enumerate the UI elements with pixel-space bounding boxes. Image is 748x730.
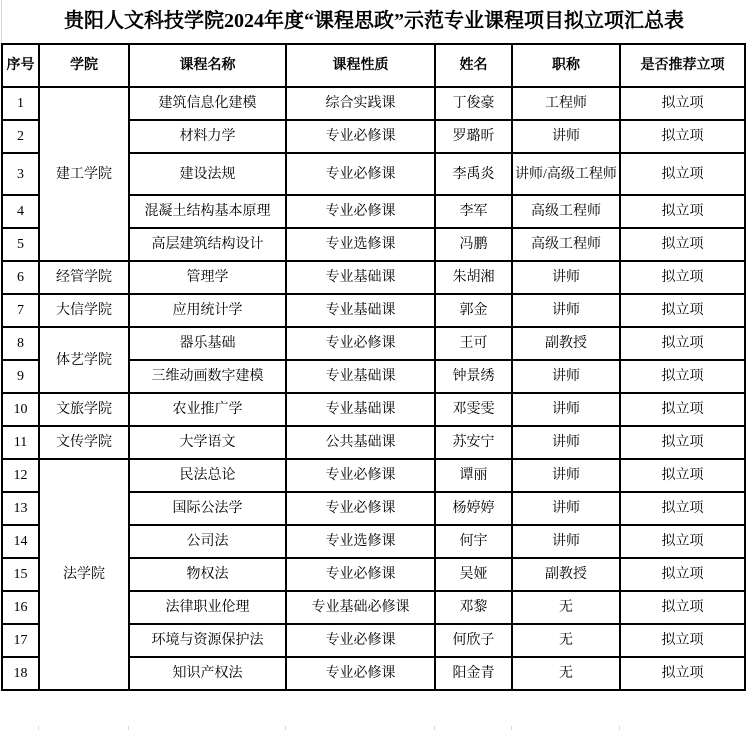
cell-recommend: 拟立项 — [620, 492, 745, 525]
header-college: 学院 — [39, 44, 129, 87]
cell-name: 何宇 — [435, 525, 512, 558]
cell-nature: 专业必修课 — [286, 120, 435, 153]
cell-course: 环境与资源保护法 — [129, 624, 286, 657]
cell-job_title: 无 — [512, 657, 620, 690]
cell-job_title: 无 — [512, 624, 620, 657]
cell-course: 三维动画数字建模 — [129, 360, 286, 393]
cell-college: 建工学院 — [39, 87, 129, 261]
cell-job_title: 讲师 — [512, 525, 620, 558]
cell-college: 经管学院 — [39, 261, 129, 294]
cell-no: 18 — [2, 657, 39, 690]
cell-course: 建设法规 — [129, 153, 286, 195]
cell-name: 钟景绣 — [435, 360, 512, 393]
cell-college: 法学院 — [39, 459, 129, 690]
cell-no: 6 — [2, 261, 39, 294]
cell-recommend: 拟立项 — [620, 459, 745, 492]
table-row — [2, 261, 745, 294]
cell-no: 14 — [2, 525, 39, 558]
cell-nature: 专业必修课 — [286, 459, 435, 492]
cell-recommend: 拟立项 — [620, 591, 745, 624]
gridline-stub — [434, 726, 435, 730]
cell-nature: 专业基础课 — [286, 294, 435, 327]
cell-job_title: 高级工程师 — [512, 195, 620, 228]
cell-course: 国际公法学 — [129, 492, 286, 525]
cell-name: 何欣子 — [435, 624, 512, 657]
cell-job_title: 讲师 — [512, 459, 620, 492]
cell-course: 知识产权法 — [129, 657, 286, 690]
cell-no: 10 — [2, 393, 39, 426]
cell-nature: 专业基础课 — [286, 393, 435, 426]
cell-nature: 专业必修课 — [286, 153, 435, 195]
cell-course: 公司法 — [129, 525, 286, 558]
cell-job_title: 副教授 — [512, 327, 620, 360]
cell-job_title: 讲师 — [512, 393, 620, 426]
cell-name: 丁俊豪 — [435, 87, 512, 120]
gridline-stub — [38, 726, 39, 730]
header-job_title: 职称 — [512, 44, 620, 87]
cell-recommend: 拟立项 — [620, 360, 745, 393]
cell-recommend: 拟立项 — [620, 294, 745, 327]
gridline-stub — [128, 726, 129, 730]
cell-nature: 专业必修课 — [286, 195, 435, 228]
cell-no: 3 — [2, 153, 39, 195]
cell-nature: 专业选修课 — [286, 525, 435, 558]
cell-recommend: 拟立项 — [620, 558, 745, 591]
cell-no: 15 — [2, 558, 39, 591]
cell-recommend: 拟立项 — [620, 327, 745, 360]
cell-job_title: 讲师 — [512, 426, 620, 459]
gridline-left-of-title — [1, 0, 2, 43]
cell-course: 混凝土结构基本原理 — [129, 195, 286, 228]
cell-name: 郭金 — [435, 294, 512, 327]
course-project-table — [1, 43, 746, 691]
cell-course: 民法总论 — [129, 459, 286, 492]
cell-course: 材料力学 — [129, 120, 286, 153]
cell-recommend: 拟立项 — [620, 261, 745, 294]
header-recommend: 是否推荐立项 — [620, 44, 745, 87]
cell-name: 李禹炎 — [435, 153, 512, 195]
cell-college: 体艺学院 — [39, 327, 129, 393]
table-body — [2, 87, 745, 690]
cell-job_title: 讲师 — [512, 492, 620, 525]
cell-recommend: 拟立项 — [620, 624, 745, 657]
cell-name: 邓雯雯 — [435, 393, 512, 426]
cell-job_title: 工程师 — [512, 87, 620, 120]
cell-no: 1 — [2, 87, 39, 120]
cell-job_title: 高级工程师 — [512, 228, 620, 261]
gridline-stub — [619, 726, 620, 730]
header-name: 姓名 — [435, 44, 512, 87]
cell-nature: 专业必修课 — [286, 624, 435, 657]
gridline-stub — [285, 726, 286, 730]
header-nature: 课程性质 — [286, 44, 435, 87]
cell-recommend: 拟立项 — [620, 393, 745, 426]
cell-no: 16 — [2, 591, 39, 624]
table-head — [2, 44, 745, 87]
table-row — [2, 426, 745, 459]
gridline-stub — [511, 726, 512, 730]
cell-name: 朱胡湘 — [435, 261, 512, 294]
cell-no: 7 — [2, 294, 39, 327]
cell-course: 物权法 — [129, 558, 286, 591]
cell-recommend: 拟立项 — [620, 87, 745, 120]
header-row — [2, 44, 745, 87]
page-title: 贵阳人文科技学院2024年度“课程思政”示范专业课程项目拟立项汇总表 — [64, 10, 684, 32]
cell-job_title: 讲师/高级工程师 — [512, 153, 620, 195]
cell-name: 冯鹏 — [435, 228, 512, 261]
cell-course: 建筑信息化建模 — [129, 87, 286, 120]
cell-no: 8 — [2, 327, 39, 360]
cell-course: 农业推广学 — [129, 393, 286, 426]
cell-recommend: 拟立项 — [620, 228, 745, 261]
cell-course: 高层建筑结构设计 — [129, 228, 286, 261]
cell-nature: 综合实践课 — [286, 87, 435, 120]
cell-job_title: 无 — [512, 591, 620, 624]
header-no: 序号 — [2, 44, 39, 87]
cell-no: 13 — [2, 492, 39, 525]
cell-job_title: 讲师 — [512, 120, 620, 153]
cell-job_title: 讲师 — [512, 294, 620, 327]
cell-nature: 专业必修课 — [286, 657, 435, 690]
cell-college: 文旅学院 — [39, 393, 129, 426]
cell-name: 阳金青 — [435, 657, 512, 690]
cell-nature: 专业基础课 — [286, 261, 435, 294]
cell-job_title: 讲师 — [512, 360, 620, 393]
cell-recommend: 拟立项 — [620, 426, 745, 459]
cell-name: 邓黎 — [435, 591, 512, 624]
cell-no: 12 — [2, 459, 39, 492]
cell-name: 李军 — [435, 195, 512, 228]
cell-nature: 专业必修课 — [286, 558, 435, 591]
header-course: 课程名称 — [129, 44, 286, 87]
cell-nature: 专业必修课 — [286, 492, 435, 525]
cell-job_title: 讲师 — [512, 261, 620, 294]
cell-nature: 专业必修课 — [286, 327, 435, 360]
cell-no: 9 — [2, 360, 39, 393]
table-row — [2, 393, 745, 426]
cell-name: 吴娅 — [435, 558, 512, 591]
cell-course: 法律职业伦理 — [129, 591, 286, 624]
cell-nature: 公共基础课 — [286, 426, 435, 459]
cell-course: 大学语文 — [129, 426, 286, 459]
cell-course: 应用统计学 — [129, 294, 286, 327]
table-row — [2, 459, 745, 492]
cell-nature: 专业基础课 — [286, 360, 435, 393]
cell-no: 4 — [2, 195, 39, 228]
cell-recommend: 拟立项 — [620, 525, 745, 558]
cell-name: 杨婷婷 — [435, 492, 512, 525]
cell-name: 王可 — [435, 327, 512, 360]
cell-nature: 专业基础必修课 — [286, 591, 435, 624]
cell-college: 文传学院 — [39, 426, 129, 459]
cell-name: 罗璐昕 — [435, 120, 512, 153]
cell-no: 17 — [2, 624, 39, 657]
cell-name: 苏安宁 — [435, 426, 512, 459]
cell-name: 谭丽 — [435, 459, 512, 492]
cell-no: 11 — [2, 426, 39, 459]
cell-recommend: 拟立项 — [620, 120, 745, 153]
table-row — [2, 294, 745, 327]
cell-course: 管理学 — [129, 261, 286, 294]
cell-no: 2 — [2, 120, 39, 153]
cell-no: 5 — [2, 228, 39, 261]
cell-recommend: 拟立项 — [620, 195, 745, 228]
cell-recommend: 拟立项 — [620, 657, 745, 690]
cell-job_title: 副教授 — [512, 558, 620, 591]
cell-recommend: 拟立项 — [620, 153, 745, 195]
table-row — [2, 87, 745, 120]
table-row — [2, 327, 745, 360]
cell-nature: 专业选修课 — [286, 228, 435, 261]
cell-college: 大信学院 — [39, 294, 129, 327]
cell-course: 器乐基础 — [129, 327, 286, 360]
